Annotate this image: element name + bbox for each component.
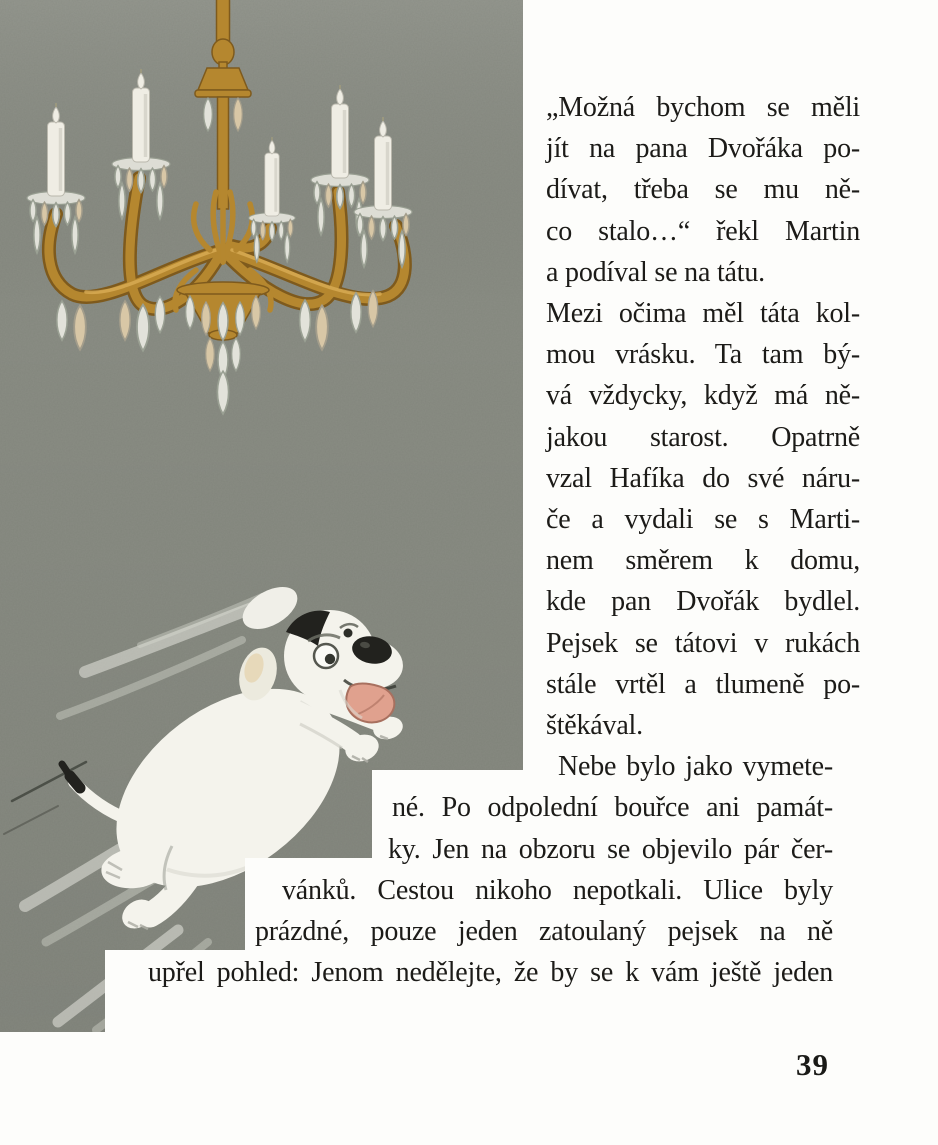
story-line: ky. Jen na obzoru se objevilo pár čer- bbox=[388, 833, 833, 865]
story-line: Pejsek se tátovi v rukách bbox=[546, 627, 860, 659]
dog-tongue bbox=[346, 684, 394, 723]
story-line: če a vydali se s Marti- bbox=[546, 504, 860, 535]
story-line: né. Po odpolední bouřce ani památ- bbox=[392, 792, 833, 824]
story-line: jakou starost. Opatrně bbox=[546, 421, 860, 453]
story-line: upřel pohled: Jenom nedělejte, že by se k vám ještě jeden bbox=[148, 957, 833, 989]
story-line: vá vždycky, když má ně- bbox=[546, 380, 860, 412]
story-line: štěkával. bbox=[546, 710, 643, 741]
story-line: Nebe bylo jako vymete- bbox=[558, 751, 833, 783]
story-line: „Možná bychom se měli bbox=[546, 92, 860, 123]
story-line: stále vrtěl a tlumeně po- bbox=[546, 668, 860, 700]
story-line: Mezi očima měl táta kol- bbox=[546, 298, 860, 329]
story-line: co stalo…“ řekl Martin bbox=[546, 215, 860, 247]
story-line: mou vrásku. Ta tam bý- bbox=[546, 339, 860, 371]
story-line: vzal Hafíka do své náru- bbox=[546, 462, 860, 494]
story-line: vánků. Cestou nikoho nepotkali. Ulice byly bbox=[282, 874, 833, 906]
page-number: 39 bbox=[796, 1047, 829, 1082]
story-line: jít na pana Dvořáka po- bbox=[546, 133, 860, 165]
story-line: a podíval se na tátu. bbox=[546, 256, 765, 288]
story-line: kde pan Dvořák bydlel. bbox=[546, 586, 860, 618]
story-line: nem směrem k domu, bbox=[546, 545, 860, 577]
story-line: prázdné, pouze jeden zatoulaný pejsek na ně bbox=[255, 916, 833, 947]
story-line: dívat, třeba se mu ně- bbox=[546, 174, 860, 206]
